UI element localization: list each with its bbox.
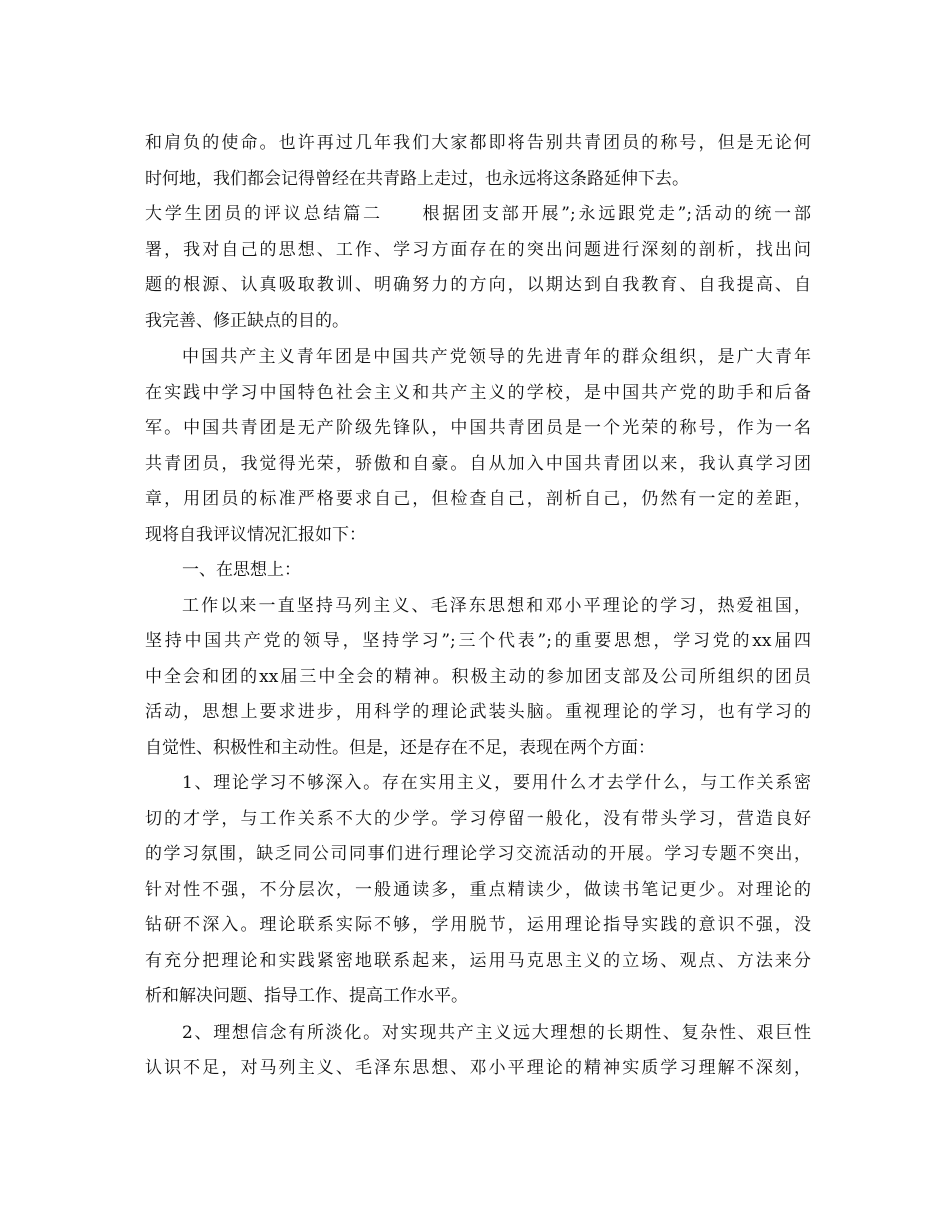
- text-line: 在实践中学习中国特色社会主义和共产主义的学校，是中国共产党的助手和后备: [145, 382, 811, 403]
- text-line: 坚持中国共产党的领导，坚持学习”;三个代表”;的重要思想，学习党的xx届四: [145, 631, 811, 651]
- text-line: 活动，思想上要求进步，用科学的理论武装头脑。重视理论的学习，也有学习的: [145, 702, 811, 722]
- text-line: 题的根源、认真吸取教训、明确努力的方向，以期达到自我教育、自我提高、自: [145, 275, 811, 295]
- text-line: 军。中国共青团是无产阶级先锋队，中国共青团员是一个光荣的称号，作为一名: [145, 418, 811, 438]
- paragraph-first-line: 2、理想信念有所淡化。对实现共产主义远大理想的长期性、复杂性、艰巨性: [182, 1022, 811, 1043]
- text-line: 钻研不深入。理论联系实际不够，学用脱节，运用理论指导实践的意识不强，没: [145, 915, 811, 935]
- text-line: 中全会和团的xx届三中全会的精神。积极主动的参加团支部及公司所组织的团员: [145, 666, 811, 687]
- text-line: 针对性不强，不分层次，一般通读多，重点精读少，做读书笔记更少。对理论的: [145, 879, 811, 900]
- paragraph-first-line: 中国共产主义青年团是中国共产党领导的先进青年的群众组织，是广大青年: [182, 347, 811, 367]
- text-line: 有充分把理论和实践紧密地联系起来，运用马克思主义的立场、观点、方法来分: [145, 950, 811, 971]
- subheading-line: 一、在思想上：: [182, 560, 301, 580]
- paragraph-first-line: 工作以来一直坚持马列主义、毛泽东思想和邓小平理论的学习，热爱祖国，: [182, 595, 811, 616]
- text-line: 共青团员，我觉得光荣，骄傲和自豪。自从加入中国共青团以来，我认真学习团: [145, 453, 811, 474]
- text-line: 署，我对自己的思想、工作、学习方面存在的突出问题进行深刻的剖析，找出问: [145, 239, 811, 260]
- text-line: 现将自我评议情况汇报如下：: [145, 524, 366, 545]
- text-line: 认识不足，对马列主义、毛泽东思想、邓小平理论的精神实质学习理解不深刻，: [145, 1058, 811, 1078]
- text-line: 析和解决问题、指导工作、提高工作水平。: [145, 986, 468, 1006]
- text-line: 时何地，我们都会记得曾经在共青路上走过，也永远将这条路延伸下去。: [145, 168, 689, 189]
- text-line: 的学习氛围，缺乏同公司同事们进行理论学习交流活动的开展。学习专题不突出，: [145, 844, 811, 864]
- document-body: [145, 126, 811, 1087]
- text-line: 和肩负的使命。也许再过几年我们大家都即将告别共青团员的称号，但是无论何: [145, 133, 811, 153]
- text-line: 章，用团员的标准严格要求自己，但检查自己，剖析自己，仍然有一定的差距，: [145, 489, 811, 509]
- paragraph-first-line: 1、理论学习不够深入。存在实用主义，要用什么才去学什么，与工作关系密: [182, 773, 811, 793]
- section-heading-line: 大学生团员的评议总结篇二 根据团支部开展”;永远跟党走”;活动的统一部: [145, 204, 811, 224]
- text-line: 我完善、修正缺点的目的。: [145, 310, 349, 331]
- text-line: 切的才学，与工作关系不大的少学。学习停留一般化，没有带头学习，营造良好: [145, 808, 811, 829]
- text-line: 自觉性、积极性和主动性。但是，还是存在不足，表现在两个方面：: [145, 737, 655, 758]
